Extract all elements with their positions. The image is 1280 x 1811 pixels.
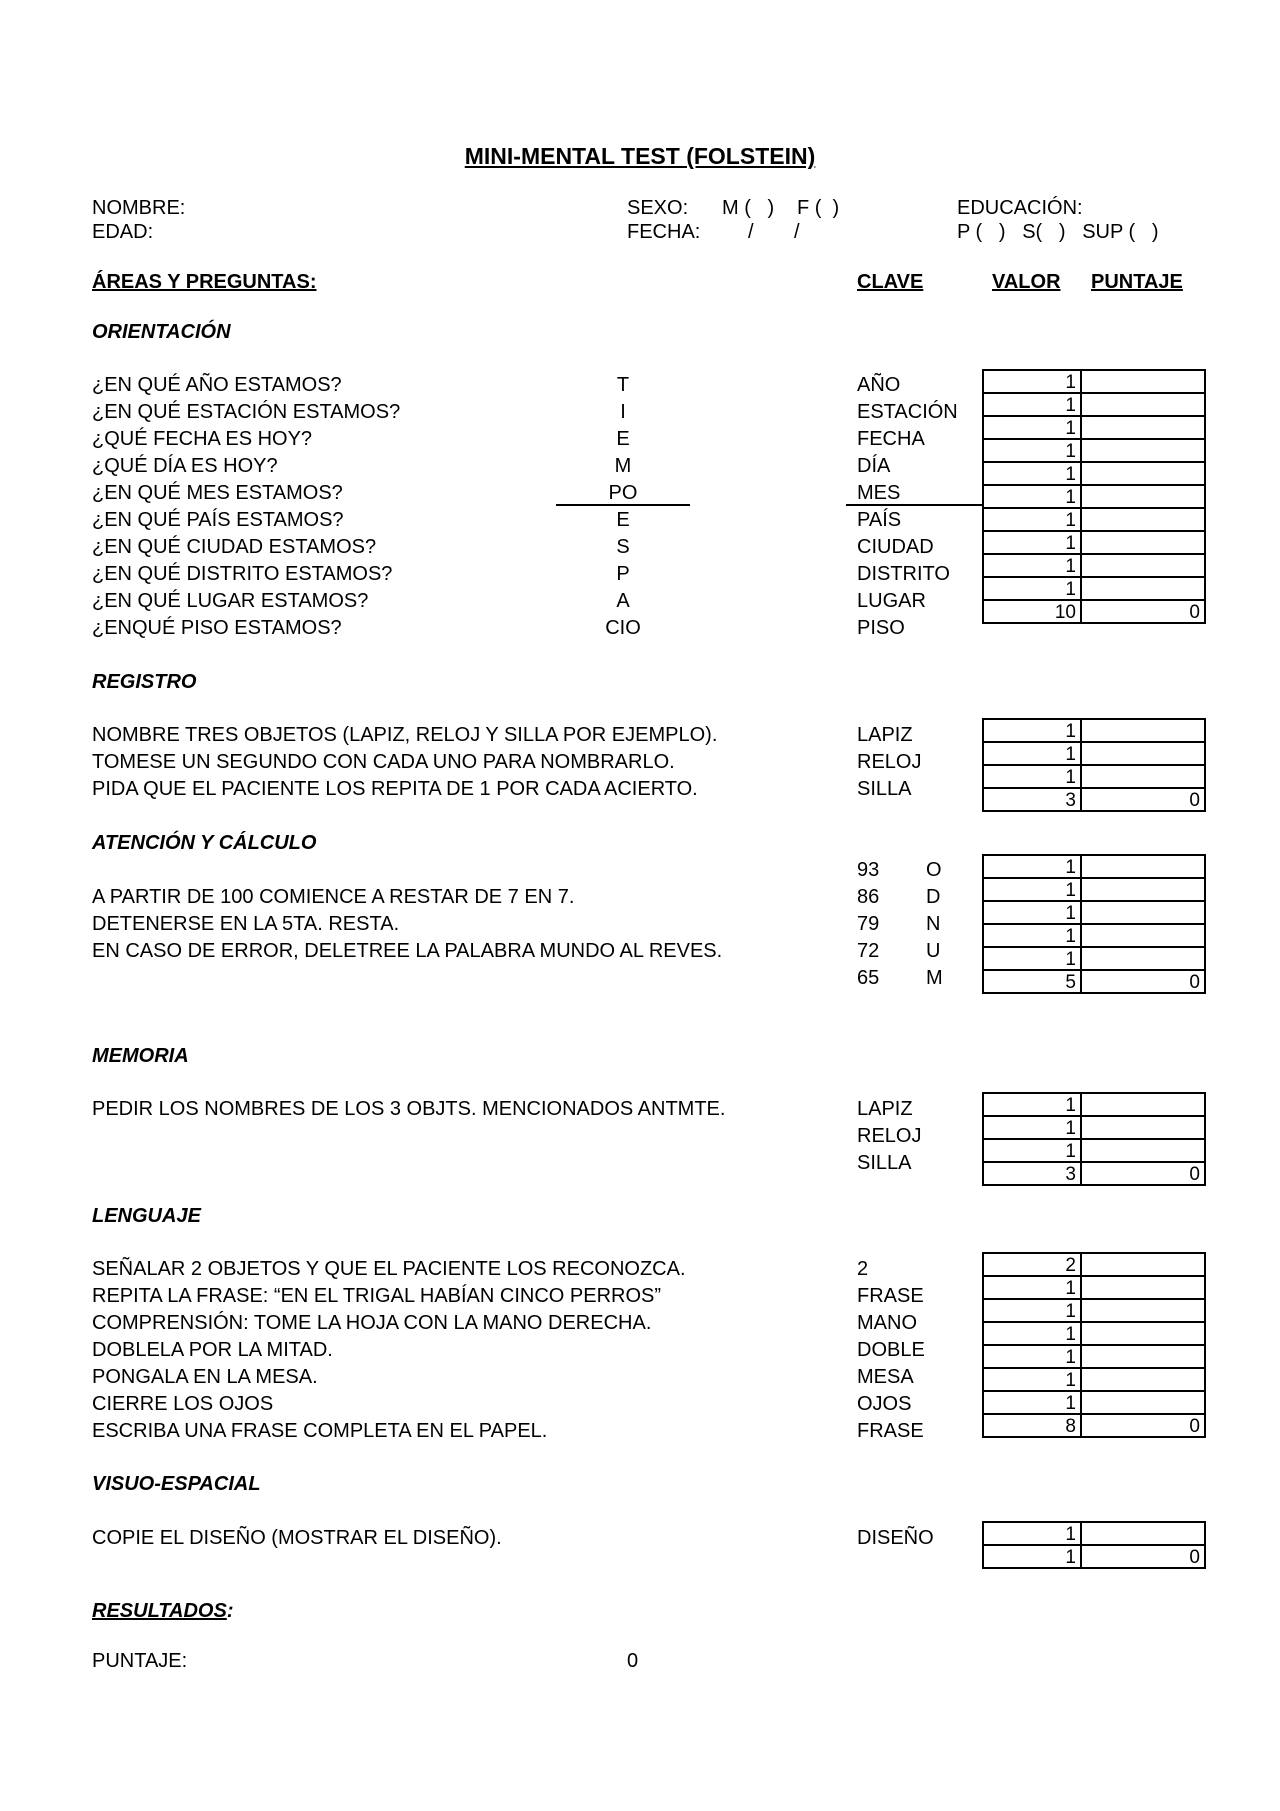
total-row — [983, 970, 1205, 993]
table-row — [983, 924, 1205, 947]
clave-label: DISEÑO — [857, 1527, 934, 1549]
table-row — [983, 765, 1205, 788]
table-row — [983, 719, 1205, 742]
column-header-clave: CLAVE — [857, 271, 924, 293]
clave-label: SILLA — [857, 778, 912, 800]
table-row — [983, 577, 1205, 600]
valor-cell: 1 — [983, 531, 1081, 554]
mnemonic-letter: T — [616, 374, 630, 396]
table-row — [983, 1299, 1205, 1322]
divider-line — [556, 504, 690, 506]
clave-label: RELOJ — [857, 751, 922, 773]
puntaje-input-cell[interactable] — [1081, 901, 1205, 924]
puntaje-input-cell[interactable] — [1081, 531, 1205, 554]
spelling-letter: M — [926, 967, 943, 989]
instruction-text: DOBLELA POR LA MITAD. — [92, 1339, 333, 1361]
score-table-orientacion — [982, 369, 1206, 624]
puntaje-input-cell[interactable] — [1081, 855, 1205, 878]
puntaje-input-cell[interactable] — [1081, 1116, 1205, 1139]
valor-cell: 1 — [983, 742, 1081, 765]
total-valor: 1 — [983, 1545, 1081, 1568]
section-heading-lenguaje: LENGUAJE — [92, 1205, 201, 1227]
question-text: ¿ENQUÉ PISO ESTAMOS? — [92, 617, 342, 639]
valor-cell: 1 — [983, 508, 1081, 531]
puntaje-input-cell[interactable] — [1081, 1299, 1205, 1322]
score-table-lenguaje — [982, 1252, 1206, 1438]
sexo-label: SEXO: — [627, 197, 689, 219]
puntaje-input-cell[interactable] — [1081, 1522, 1205, 1545]
puntaje-input-cell[interactable] — [1081, 577, 1205, 600]
instruction-text: PONGALA EN LA MESA. — [92, 1366, 318, 1388]
valor-cell: 1 — [983, 1299, 1081, 1322]
valor-cell: 1 — [983, 485, 1081, 508]
instruction-text: TOMESE UN SEGUNDO CON CADA UNO PARA NOMBRARLO. — [92, 751, 675, 773]
question-text: ¿QUÉ DÍA ES HOY? — [92, 455, 278, 477]
table-row — [983, 1253, 1205, 1276]
puntaje-input-cell[interactable] — [1081, 439, 1205, 462]
total-row — [983, 788, 1205, 811]
valor-cell: 1 — [983, 1522, 1081, 1545]
puntaje-input-cell[interactable] — [1081, 1368, 1205, 1391]
total-valor: 3 — [983, 788, 1081, 811]
total-puntaje: 0 — [1081, 1545, 1205, 1568]
table-row — [983, 416, 1205, 439]
puntaje-input-cell[interactable] — [1081, 878, 1205, 901]
valor-cell: 1 — [983, 393, 1081, 416]
mnemonic-letter: E — [616, 509, 630, 531]
instruction-text: PEDIR LOS NOMBRES DE LOS 3 OBJTS. MENCIONADOS ANTMTE. — [92, 1098, 726, 1120]
valor-cell: 1 — [983, 947, 1081, 970]
spelling-letter: O — [926, 859, 942, 881]
clave-label: PISO — [857, 617, 905, 639]
table-row — [983, 1139, 1205, 1162]
table-row — [983, 1368, 1205, 1391]
table-row — [983, 554, 1205, 577]
section-heading-memoria: MEMORIA — [92, 1045, 189, 1067]
table-row — [983, 1116, 1205, 1139]
table-row — [983, 1093, 1205, 1116]
puntaje-input-cell[interactable] — [1081, 765, 1205, 788]
table-row — [983, 370, 1205, 393]
educacion-options[interactable]: P ( ) S( ) SUP ( ) — [957, 221, 1159, 243]
clave-label: FECHA — [857, 428, 925, 450]
section-heading-orientacion: ORIENTACIÓN — [92, 321, 231, 343]
question-text: ¿EN QUÉ MES ESTAMOS? — [92, 482, 343, 504]
puntaje-input-cell[interactable] — [1081, 924, 1205, 947]
puntaje-input-cell[interactable] — [1081, 1139, 1205, 1162]
score-table-visuo-espacial — [982, 1521, 1206, 1569]
mnemonic-letter: E — [616, 428, 630, 450]
instruction-text: ESCRIBA UNA FRASE COMPLETA EN EL PAPEL. — [92, 1420, 548, 1442]
clave-label: 2 — [857, 1258, 869, 1280]
score-table-atencion — [982, 854, 1206, 994]
clave-label: MESA — [857, 1366, 914, 1388]
table-row — [983, 1345, 1205, 1368]
column-header-puntaje: PUNTAJE — [1091, 271, 1183, 293]
subtraction-number: 86 — [857, 886, 880, 908]
instruction-text: NOMBRE TRES OBJETOS (LAPIZ, RELOJ Y SILLA POR EJEMPLO). — [92, 724, 718, 746]
puntaje-input-cell[interactable] — [1081, 1253, 1205, 1276]
instruction-text: DETENERSE EN LA 5TA. RESTA. — [92, 913, 400, 935]
resultados-heading-colon: : — [226, 1600, 234, 1622]
clave-label: CIUDAD — [857, 536, 934, 558]
total-row — [983, 1162, 1205, 1185]
clave-label: RELOJ — [857, 1125, 922, 1147]
mnemonic-letter: A — [616, 590, 630, 612]
puntaje-input-cell[interactable] — [1081, 485, 1205, 508]
valor-cell: 1 — [983, 878, 1081, 901]
sexo-m-option[interactable]: M ( ) — [722, 197, 775, 219]
valor-cell: 2 — [983, 1253, 1081, 1276]
valor-cell: 1 — [983, 1139, 1081, 1162]
puntaje-input-cell[interactable] — [1081, 462, 1205, 485]
resultados-heading-text: RESULTADOS — [92, 1600, 227, 1622]
puntaje-input-cell[interactable] — [1081, 393, 1205, 416]
divider-line — [846, 504, 982, 506]
nombre-label: NOMBRE: — [92, 197, 186, 219]
question-text: ¿QUÉ FECHA ES HOY? — [92, 428, 313, 450]
fecha-label: FECHA: — [627, 221, 701, 243]
total-row — [983, 600, 1205, 623]
puntaje-input-cell[interactable] — [1081, 416, 1205, 439]
total-row — [983, 1545, 1205, 1568]
valor-cell: 1 — [983, 1391, 1081, 1414]
sexo-f-option[interactable]: F ( ) — [797, 197, 840, 219]
table-row — [983, 1391, 1205, 1414]
subtraction-number: 72 — [857, 940, 880, 962]
clave-label: FRASE — [857, 1420, 924, 1442]
puntaje-input-cell[interactable] — [1081, 1093, 1205, 1116]
clave-label: DISTRITO — [857, 563, 950, 585]
subtraction-number: 65 — [857, 967, 880, 989]
total-puntaje: 0 — [1081, 1162, 1205, 1185]
puntaje-input-cell[interactable] — [1081, 1391, 1205, 1414]
valor-cell: 1 — [983, 924, 1081, 947]
section-heading-atencion: ATENCIÓN Y CÁLCULO — [92, 832, 317, 854]
question-text: ¿EN QUÉ LUGAR ESTAMOS? — [92, 590, 369, 612]
score-table-registro — [982, 718, 1206, 812]
valor-cell: 1 — [983, 1093, 1081, 1116]
total-row — [983, 1414, 1205, 1437]
instruction-text: REPITA LA FRASE: “EN EL TRIGAL HABÍAN CINCO PERROS” — [92, 1285, 662, 1307]
table-row — [983, 901, 1205, 924]
table-row — [983, 947, 1205, 970]
subtraction-number: 93 — [857, 859, 880, 881]
clave-label: ESTACIÓN — [857, 401, 958, 423]
valor-cell: 1 — [983, 765, 1081, 788]
section-heading-registro: REGISTRO — [92, 671, 197, 693]
valor-cell: 1 — [983, 719, 1081, 742]
mnemonic-letter: S — [616, 536, 630, 558]
clave-label: DOBLE — [857, 1339, 925, 1361]
clave-label: LAPIZ — [857, 724, 913, 746]
puntaje-input-cell[interactable] — [1081, 719, 1205, 742]
valor-cell: 1 — [983, 1116, 1081, 1139]
table-row — [983, 878, 1205, 901]
table-row — [983, 742, 1205, 765]
mnemonic-letter: PO — [608, 482, 638, 504]
puntaje-input-cell[interactable] — [1081, 508, 1205, 531]
instruction-text: PIDA QUE EL PACIENTE LOS REPITA DE 1 POR CADA ACIERTO. — [92, 778, 698, 800]
total-puntaje: 0 — [1081, 788, 1205, 811]
page-title: MINI-MENTAL TEST (FOLSTEIN) — [464, 143, 816, 169]
educacion-label: EDUCACIÓN: — [957, 197, 1083, 219]
clave-label: MES — [857, 482, 901, 504]
valor-cell: 1 — [983, 370, 1081, 393]
table-row — [983, 531, 1205, 554]
puntaje-input-cell[interactable] — [1081, 370, 1205, 393]
question-text: ¿EN QUÉ ESTACIÓN ESTAMOS? — [92, 401, 401, 423]
mnemonic-letter: I — [620, 401, 626, 423]
valor-cell: 1 — [983, 577, 1081, 600]
section-heading-resultados — [92, 1601, 234, 1621]
mnemonic-letter: CIO — [605, 617, 641, 639]
mnemonic-letter: M — [614, 455, 632, 477]
table-row — [983, 462, 1205, 485]
question-text: ¿EN QUÉ AÑO ESTAMOS? — [92, 374, 342, 396]
clave-label: LUGAR — [857, 590, 926, 612]
column-header-valor: VALOR — [992, 271, 1061, 293]
total-valor: 8 — [983, 1414, 1081, 1437]
total-puntaje: 0 — [1081, 1414, 1205, 1437]
subtraction-number: 79 — [857, 913, 880, 935]
instruction-text: CIERRE LOS OJOS — [92, 1393, 274, 1415]
total-puntaje: 0 — [1081, 600, 1205, 623]
table-row — [983, 1322, 1205, 1345]
valor-cell: 1 — [983, 1322, 1081, 1345]
spelling-letter: D — [926, 886, 941, 908]
puntaje-input-cell[interactable] — [1081, 554, 1205, 577]
instruction-text: COPIE EL DISEÑO (MOSTRAR EL DISEÑO). — [92, 1527, 502, 1549]
puntaje-total-value: 0 — [627, 1650, 639, 1672]
table-row — [983, 1522, 1205, 1545]
fecha-separator: / — [748, 221, 754, 243]
instruction-text: SEÑALAR 2 OBJETOS Y QUE EL PACIENTE LOS RECONOZCA. — [92, 1258, 686, 1280]
valor-cell: 1 — [983, 462, 1081, 485]
table-row — [983, 508, 1205, 531]
puntaje-total-label: PUNTAJE: — [92, 1650, 188, 1672]
clave-label: MANO — [857, 1312, 917, 1334]
table-row — [983, 439, 1205, 462]
total-valor: 10 — [983, 600, 1081, 623]
question-text: ¿EN QUÉ CIUDAD ESTAMOS? — [92, 536, 377, 558]
score-table-memoria — [982, 1092, 1206, 1186]
valor-cell: 1 — [983, 554, 1081, 577]
clave-label: LAPIZ — [857, 1098, 913, 1120]
puntaje-input-cell[interactable] — [1081, 1322, 1205, 1345]
instruction-text: A PARTIR DE 100 COMIENCE A RESTAR DE 7 EN 7. — [92, 886, 575, 908]
instruction-text: COMPRENSIÓN: TOME LA HOJA CON LA MANO DERECHA. — [92, 1312, 652, 1334]
puntaje-input-cell[interactable] — [1081, 1345, 1205, 1368]
total-puntaje: 0 — [1081, 970, 1205, 993]
clave-label: FRASE — [857, 1285, 924, 1307]
clave-label: OJOS — [857, 1393, 912, 1415]
mnemonic-letter: P — [616, 563, 630, 585]
column-header-areas: ÁREAS Y PREGUNTAS: — [92, 271, 317, 293]
clave-label: AÑO — [857, 374, 901, 396]
valor-cell: 1 — [983, 1345, 1081, 1368]
valor-cell: 1 — [983, 1276, 1081, 1299]
fecha-separator: / — [794, 221, 800, 243]
table-row — [983, 855, 1205, 878]
clave-label: PAÍS — [857, 509, 902, 531]
table-row — [983, 485, 1205, 508]
puntaje-input-cell[interactable] — [1081, 742, 1205, 765]
valor-cell: 1 — [983, 416, 1081, 439]
spelling-letter: N — [926, 913, 941, 935]
valor-cell: 1 — [983, 901, 1081, 924]
clave-label: DÍA — [857, 455, 891, 477]
section-heading-visuo-espacial: VISUO-ESPACIAL — [92, 1473, 261, 1495]
total-valor: 3 — [983, 1162, 1081, 1185]
puntaje-input-cell[interactable] — [1081, 947, 1205, 970]
valor-cell: 1 — [983, 439, 1081, 462]
instruction-text: EN CASO DE ERROR, DELETREE LA PALABRA MUNDO AL REVES. — [92, 940, 723, 962]
valor-cell: 1 — [983, 1368, 1081, 1391]
valor-cell: 1 — [983, 855, 1081, 878]
total-valor: 5 — [983, 970, 1081, 993]
table-row — [983, 1276, 1205, 1299]
question-text: ¿EN QUÉ DISTRITO ESTAMOS? — [92, 563, 393, 585]
edad-label: EDAD: — [92, 221, 154, 243]
question-text: ¿EN QUÉ PAÍS ESTAMOS? — [92, 509, 344, 531]
puntaje-input-cell[interactable] — [1081, 1276, 1205, 1299]
table-row — [983, 393, 1205, 416]
spelling-letter: U — [926, 940, 941, 962]
clave-label: SILLA — [857, 1152, 912, 1174]
